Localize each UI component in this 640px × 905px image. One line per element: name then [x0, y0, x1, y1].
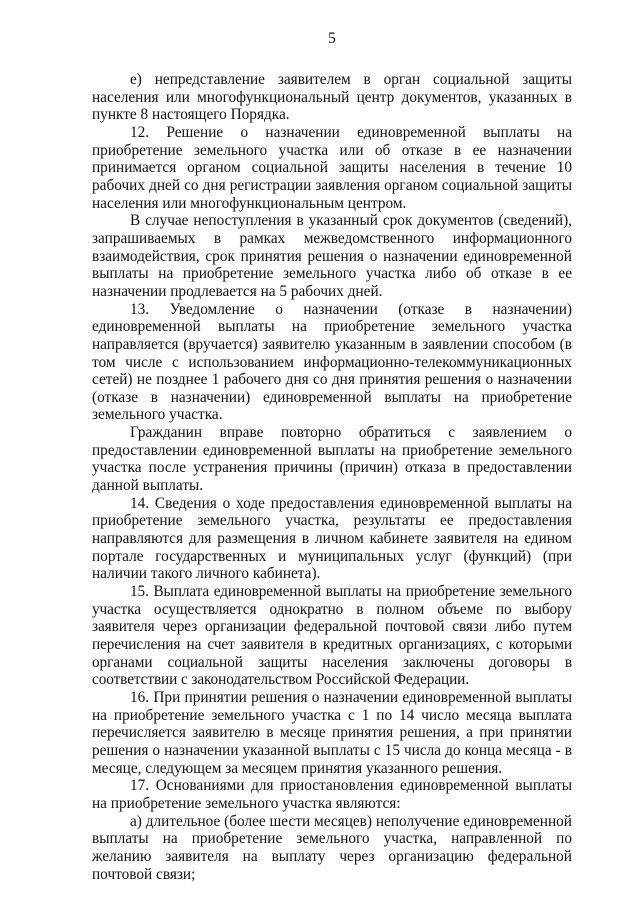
page-number: 5 — [328, 30, 336, 47]
paragraph-13-notification: 13. Уведомление о назначении (отказе в назначении) единовременной выплаты на приобретение земельного участка направляется (вручается) заявителю указанным в заявлении способом (в том числе с использованием информационно-телекоммуникационных сетей) не позднее 1 рабочего дня со дня принятия решения о назначении (отказе в назначении) единовременной выплаты на приобретение земельного участка. — [92, 300, 572, 424]
paragraph-a-long-nonreceipt: а) длительное (более шести месяцев) неполучение единовременной выплаты на приобретение земельного участка, направленной по желанию заявителя на выплату через организацию федеральной почтовой связи; — [92, 812, 572, 883]
paragraph-12-decision: 12. Решение о назначении единовременной выплаты на приобретение земельного участка или об отказе в ее назначении принимается органом социальной защиты населения в течение 10 рабочих дней со дня регистрации заявления органом социальной защиты населения или многофункциональным центром. — [92, 123, 572, 212]
paragraph-14-status-info: 14. Сведения о ходе предоставления единовременной выплаты на приобретение земельного участка, результаты ее предоставления направляются для размещения в личном кабинете заявителя на едином портале государственных и муниципальных услуг (функций) (при наличии такого личного кабинета). — [92, 494, 572, 583]
paragraph-17-suspension-grounds: 17. Основаниями для приостановления единовременной выплаты на приобретение земельного участка являются: — [92, 777, 572, 812]
paragraph-extension: В случае непоступления в указанный срок документов (сведений), запрашиваемых в рамках межведомственного информационного взаимодействия, срок принятия решения о назначении единовременной выплаты на приобретение земельного участка либо об отказе в ее назначении продлевается на 5 рабочих дней. — [92, 212, 572, 300]
paragraph-16-payment-timing: 16. При принятии решения о назначении единовременной выплаты на приобретение земельного участка с 1 по 14 число месяца выплата перечисляется заявителю в месяце принятия решения, а при принятии решения о назначении указанной выплаты с 15 числа до конца месяца - в месяце, следующем за месяцем принятия указанного решения. — [92, 688, 572, 777]
paragraph-reapply: Гражданин вправе повторно обратиться с заявлением о предоставлении единовременной выплаты на приобретение земельного участка после устранения причины (причин) отказа в предоставлении данной выплаты. — [92, 424, 572, 495]
document-page — [92, 30, 572, 883]
paragraph-e-nonsubmission: е) непредставление заявителем в орган социальной защиты населения или многофункциональный центр документов, указанных в пункте 8 настоящего Порядка. — [92, 71, 572, 124]
paragraph-15-payment: 15. Выплата единовременной выплаты на приобретение земельного участка осуществляется однократно в полном объеме по выбору заявителя через организации федеральной почтовой связи либо путем перечисления на счет заявителя в кредитных организациях, с которыми органами социальной защиты населения заключены договоры в соответствии с законодательством Российской Федерации. — [92, 583, 572, 689]
